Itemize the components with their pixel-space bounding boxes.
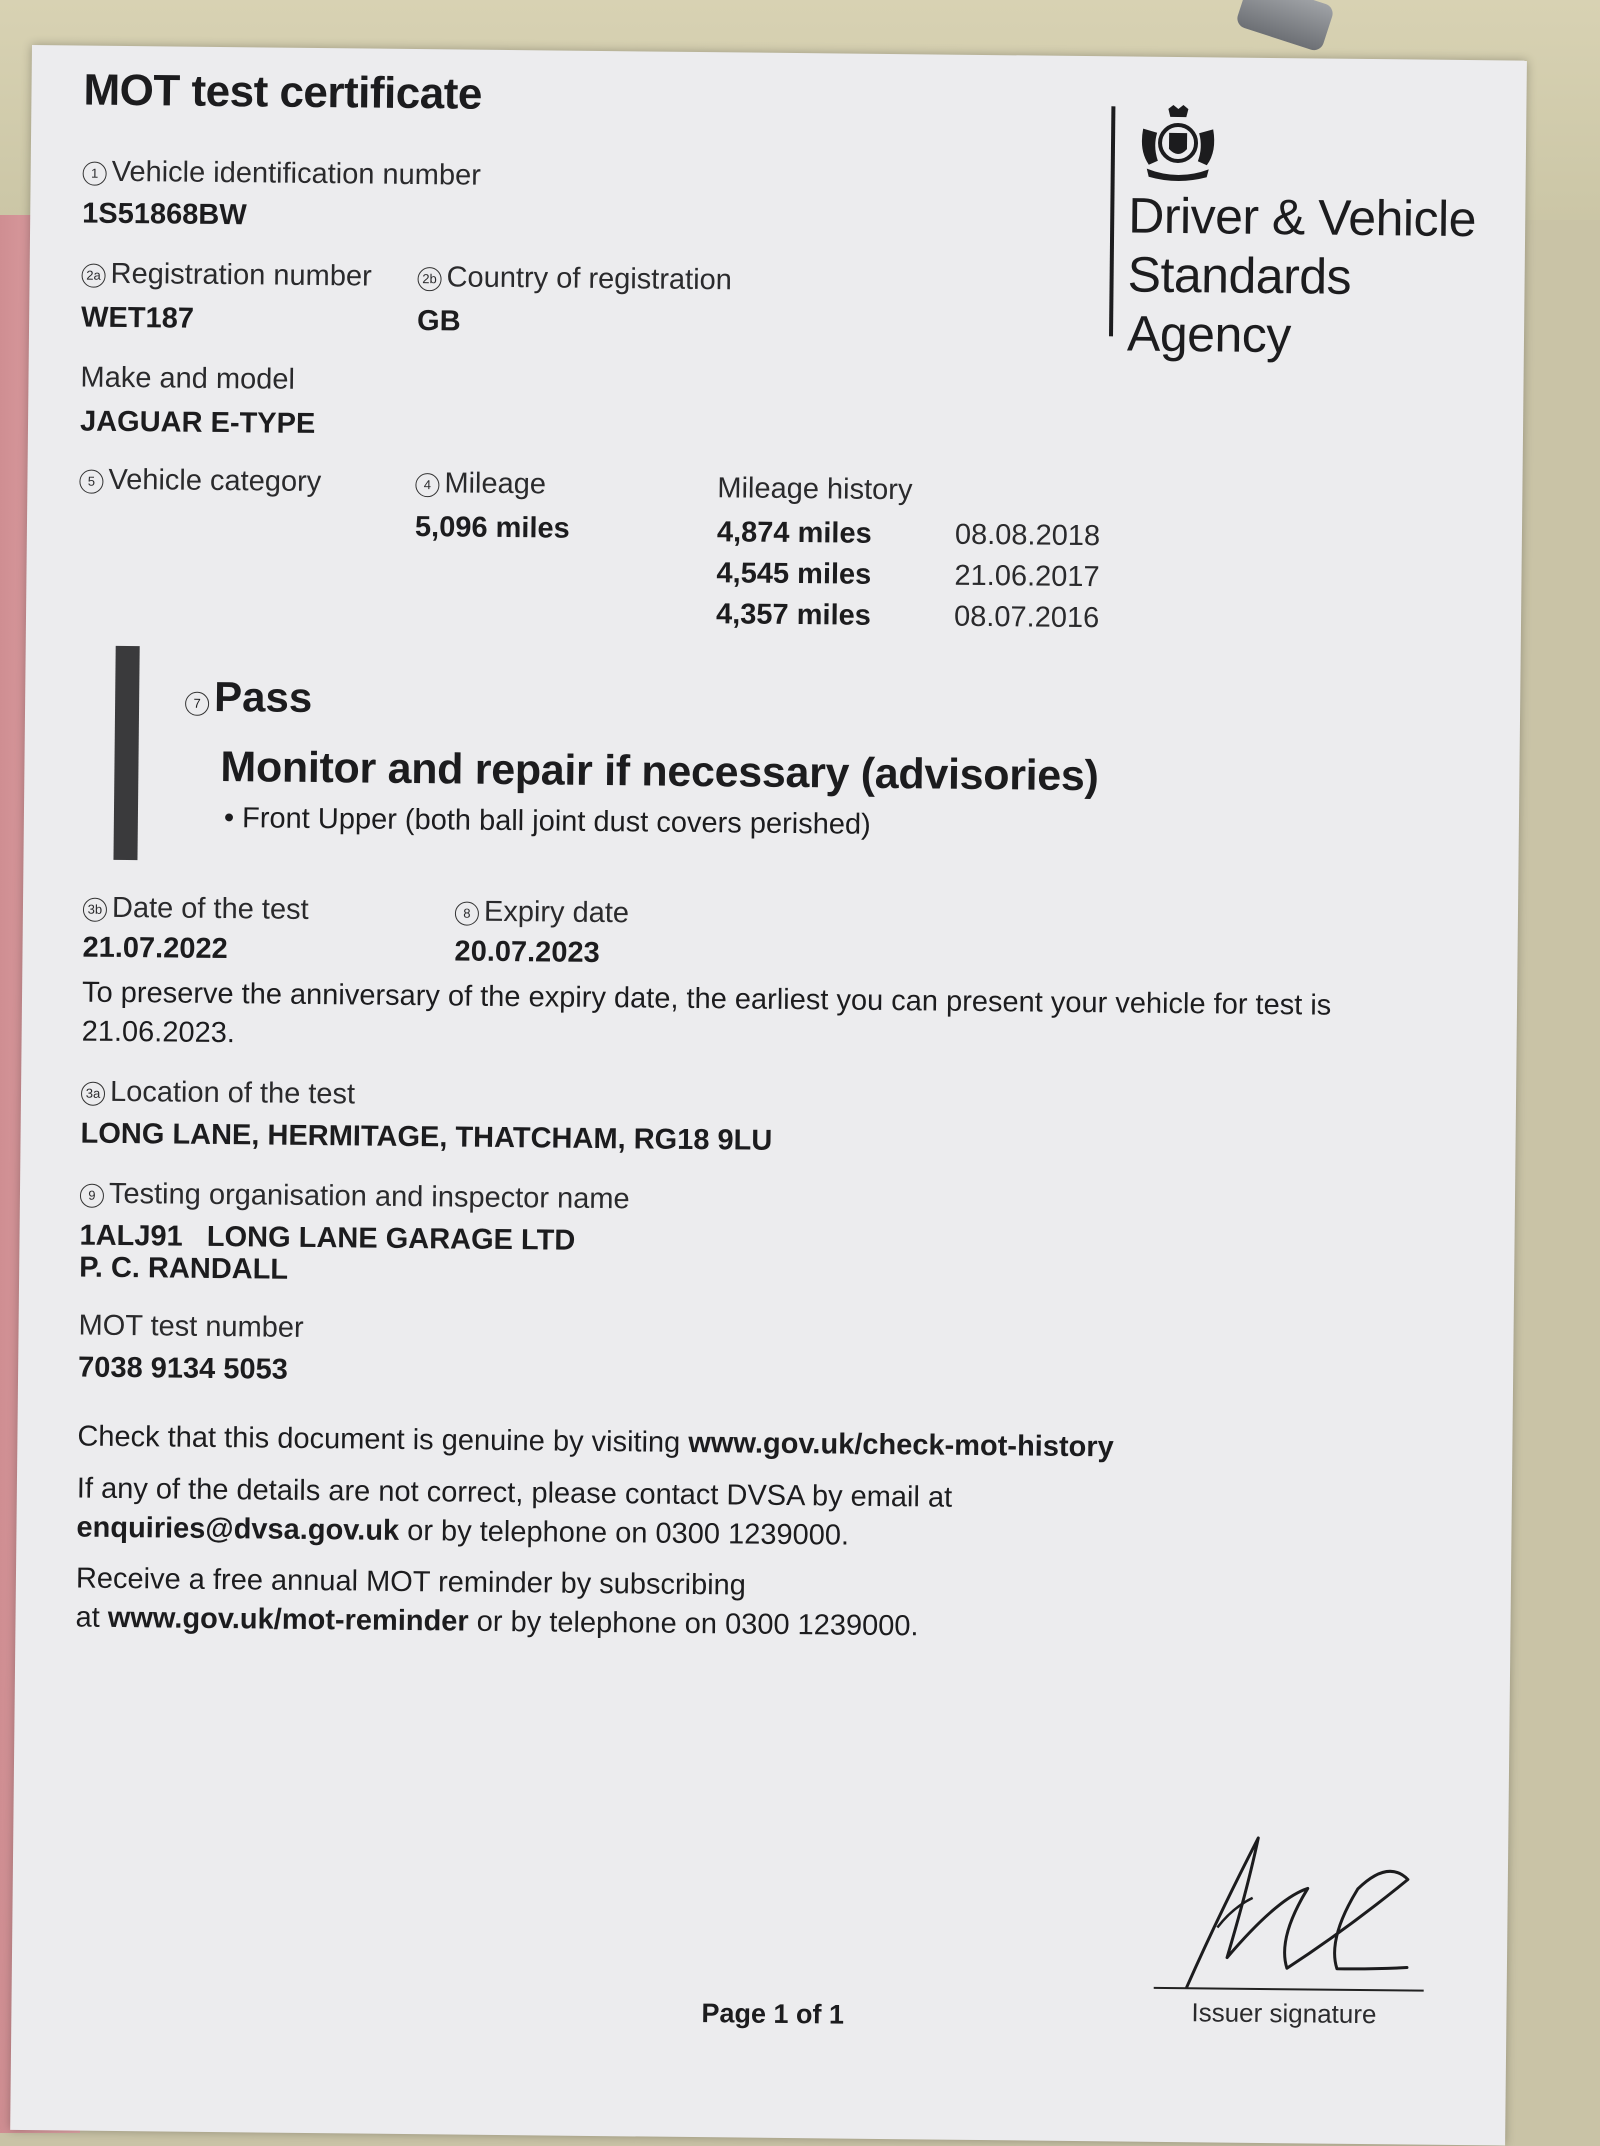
registration-label: 2a Registration number <box>81 258 371 294</box>
field-marker: 8 <box>455 901 479 925</box>
mileage-history-miles: 4,545 miles <box>716 557 872 591</box>
field-marker: 4 <box>415 473 439 497</box>
check-mot-history-link[interactable]: www.gov.uk/check-mot-history <box>688 1426 1114 1464</box>
field-marker: 9 <box>80 1184 104 1208</box>
advisory-item: • Front Upper (both ball joint dust covers perished) <box>223 802 871 841</box>
mileage-history-date: 21.06.2017 <box>954 559 1100 594</box>
field-marker: 3a <box>81 1082 105 1106</box>
mileage-history-label: Mileage history <box>717 472 913 507</box>
issuer-signature-label: Issuer signature <box>1191 1997 1377 2030</box>
result-status: 7 Pass <box>185 673 313 722</box>
country-label: 2b Country of registration <box>417 261 732 297</box>
agency-name: Driver & Vehicle Standards Agency <box>1126 187 1477 364</box>
page-title: MOT test certificate <box>83 65 483 119</box>
result-bar <box>113 646 139 860</box>
issuer-signature-icon <box>1157 1817 1429 2005</box>
mileage-history-date: 08.08.2018 <box>954 518 1101 553</box>
test-date-label: 3b Date of the test <box>83 892 309 927</box>
mileage-label: 4 Mileage <box>415 467 546 501</box>
advisory-heading: Monitor and repair if necessary (advisories) <box>220 743 1099 801</box>
field-marker: 3b <box>83 898 107 922</box>
country-value: GB <box>416 305 461 338</box>
expiry-date-label: 8 Expiry date <box>455 895 629 930</box>
genuine-check-text: Check that this document is genuine by visiting www.gov.uk/check-mot-history <box>77 1420 1114 1464</box>
vin-label: 1 Vehicle identification number <box>82 156 480 193</box>
field-marker: 2b <box>417 267 441 291</box>
testing-organisation-label: 9 Testing organisation and inspector name <box>80 1178 630 1217</box>
mileage-value: 5,096 miles <box>414 511 570 545</box>
field-marker: 2a <box>81 264 105 288</box>
field-marker: 5 <box>79 470 103 494</box>
vin-value: 1S51868BW <box>82 197 247 232</box>
certificate-paper <box>10 45 1527 2146</box>
testing-organisation-value: 1ALJ91 LONG LANE GARAGE LTD <box>79 1219 576 1257</box>
location-label: 3a Location of the test <box>81 1076 355 1112</box>
registration-value: WET187 <box>80 301 195 335</box>
mileage-history-miles: 4,874 miles <box>716 516 872 550</box>
test-date-value: 21.07.2022 <box>82 931 228 966</box>
logo-divider <box>1109 106 1115 336</box>
mileage-history-miles: 4,357 miles <box>715 598 872 632</box>
contact-email-link[interactable]: enquiries@dvsa.gov.uk <box>76 1511 400 1547</box>
vehicle-category-label: 5 Vehicle category <box>79 464 321 500</box>
inspector-name: P. C. RANDALL <box>79 1251 289 1286</box>
make-model-label: Make and model <box>80 361 296 396</box>
location-value: LONG LANE, HERMITAGE, THATCHAM, RG18 9LU <box>80 1117 773 1157</box>
make-model-value: JAGUAR E-TYPE <box>79 405 316 440</box>
contact-text: If any of the details are not correct, please contact DVSA by email at enquiries@dvsa.gov.uk or by telephone on 0300 1239000. <box>76 1472 953 1552</box>
field-marker: 7 <box>185 692 209 716</box>
royal-crest-icon <box>1133 103 1224 189</box>
reminder-text: Receive a free annual MOT reminder by subscribing at www.gov.uk/mot-reminder or by telephone on 0300 1239000. <box>75 1562 919 1643</box>
anniversary-note: To preserve the anniversary of the expiry date, the earliest you can present your vehicle for test is 21.06.2023. <box>81 976 1332 1050</box>
field-marker: 1 <box>83 162 107 186</box>
mot-test-number-label: MOT test number <box>78 1309 304 1344</box>
mot-reminder-link[interactable]: www.gov.uk/mot-reminder <box>107 1601 469 1638</box>
expiry-date-value: 20.07.2023 <box>454 935 600 969</box>
mileage-history-date: 08.07.2016 <box>953 600 1100 635</box>
mot-test-number-value: 7038 9134 5053 <box>77 1351 288 1386</box>
page-number: Page 1 of 1 <box>701 1998 845 2030</box>
